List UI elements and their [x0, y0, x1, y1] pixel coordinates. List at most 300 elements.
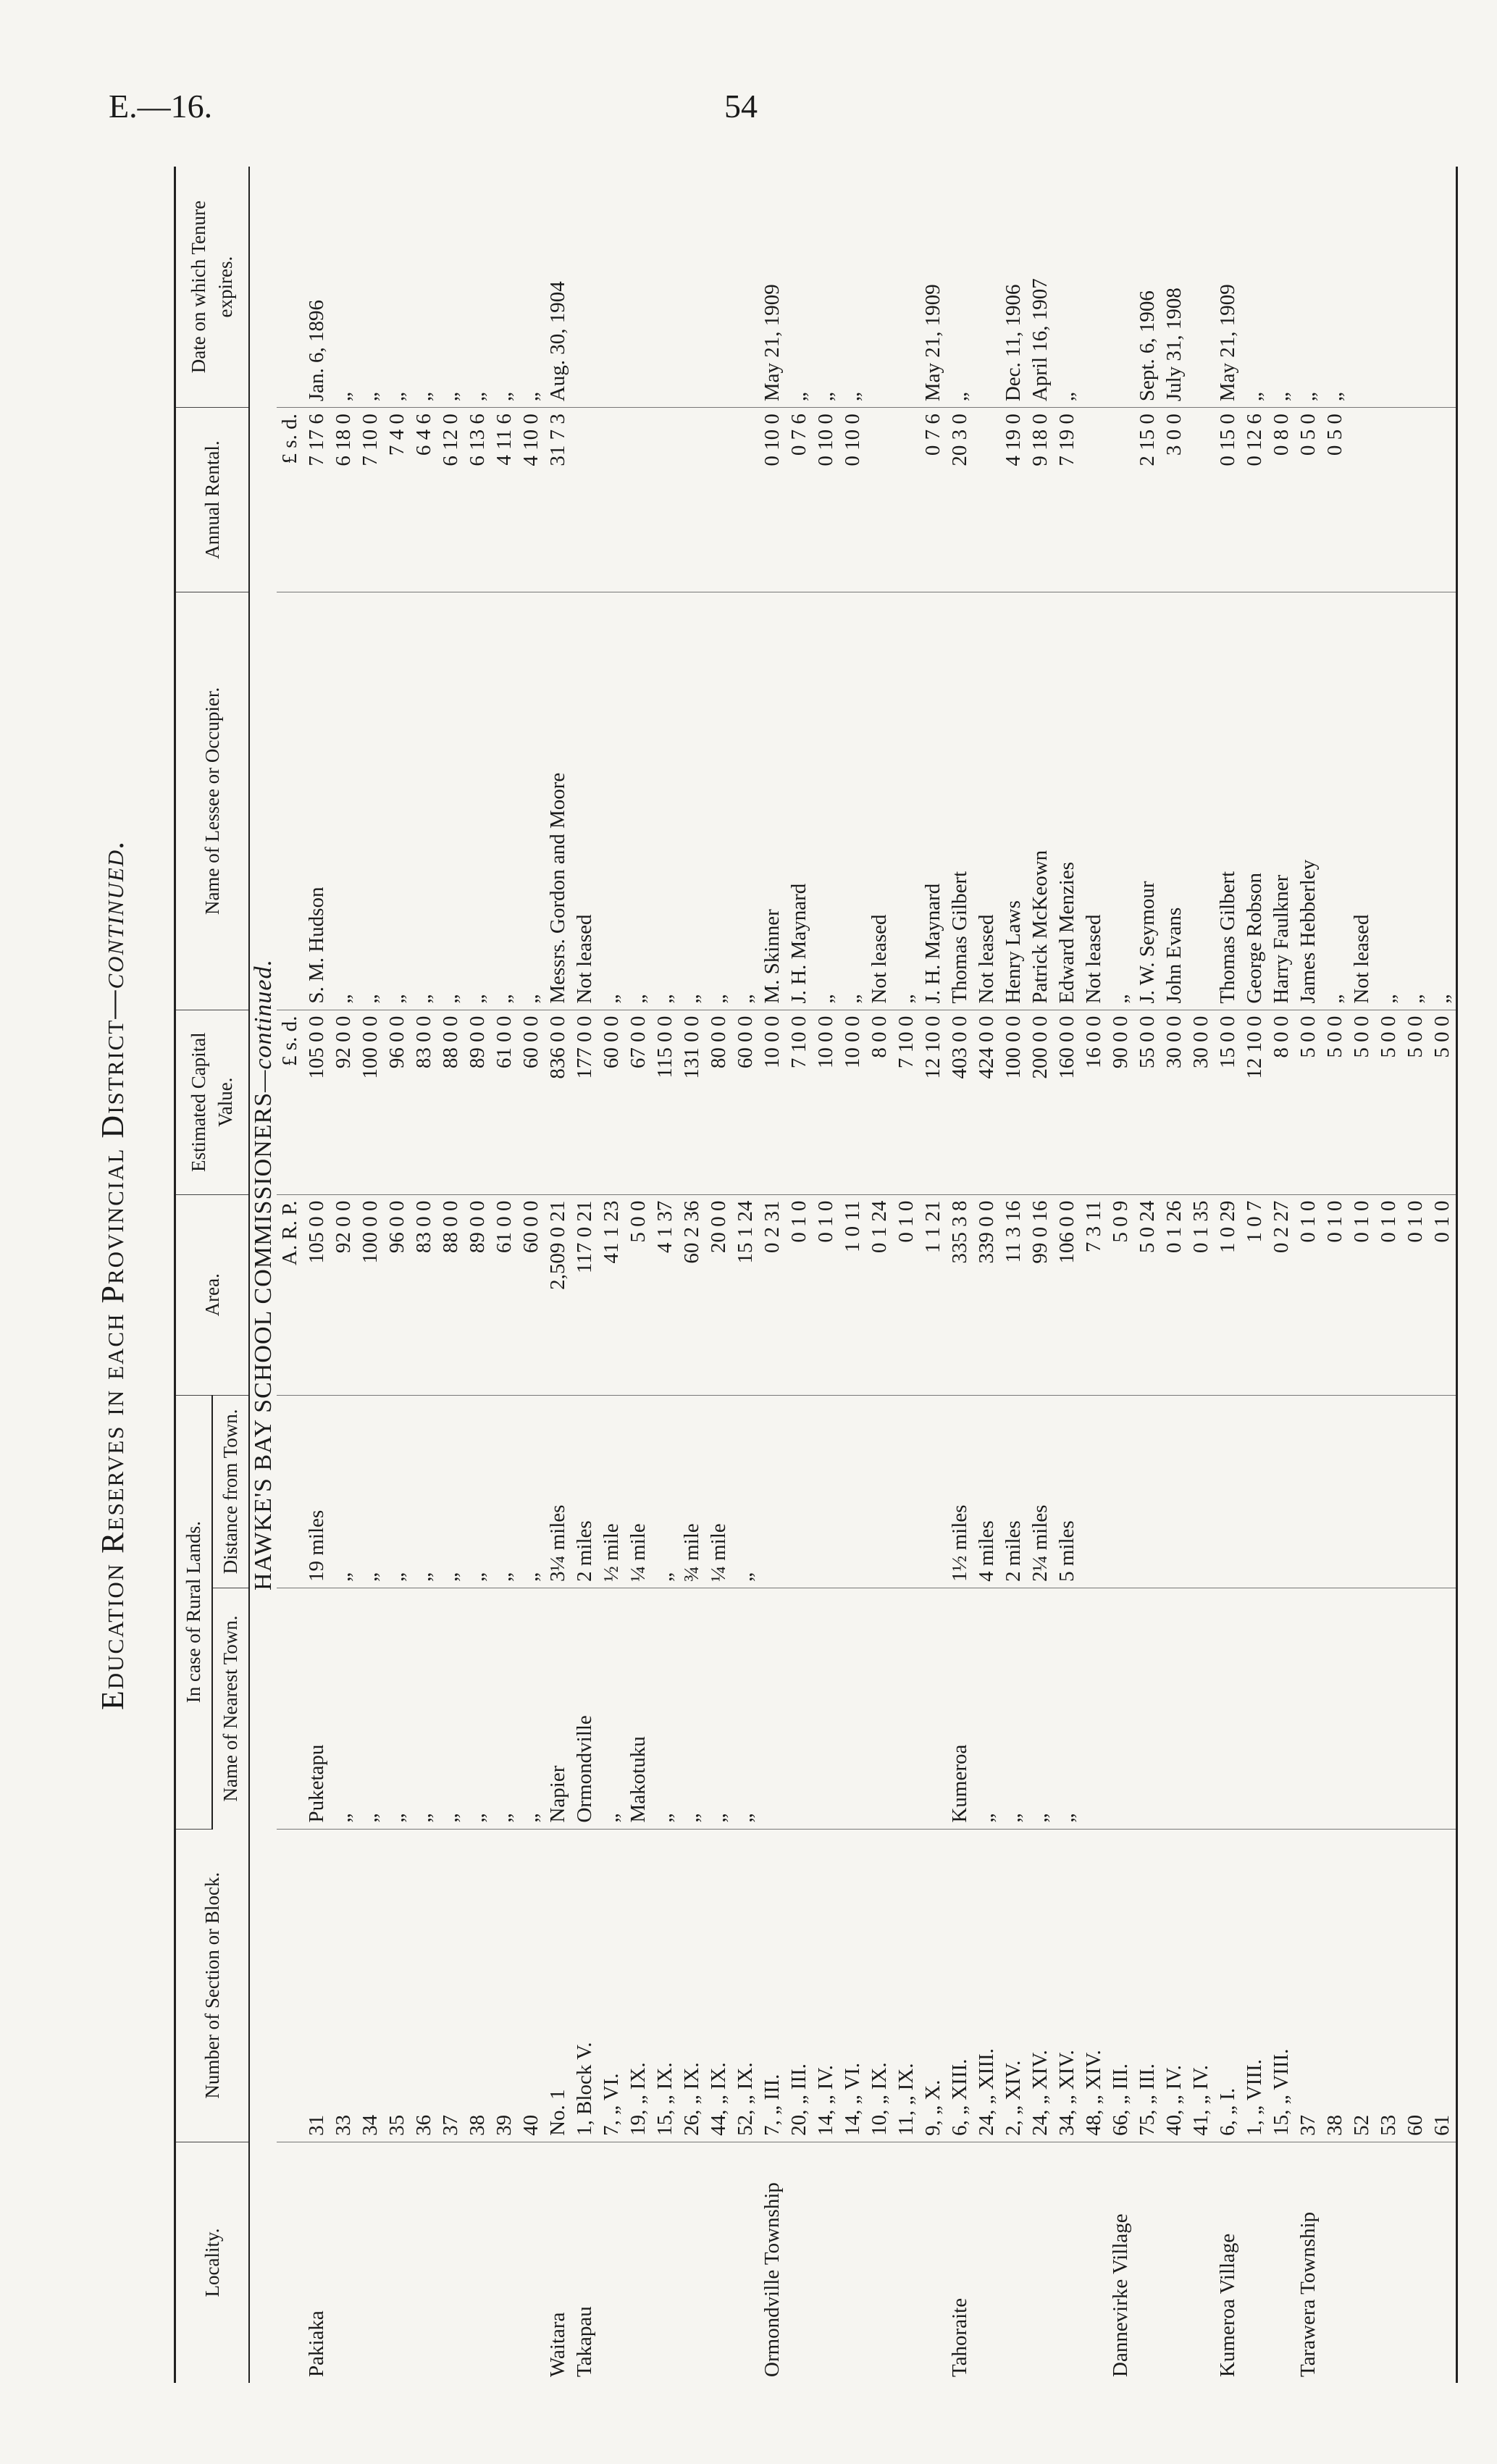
nearest-town-cell [866, 1588, 893, 1829]
capital-value-cell: 105 0 0 [303, 1010, 330, 1194]
tenure-date-cell [1188, 167, 1215, 408]
rental-cell: 31 7 3 [545, 408, 571, 592]
tenure-date-cell: April 16, 1907 [1027, 167, 1054, 408]
table-row [518, 167, 545, 2383]
section-cell: 34, „ XIV. [1054, 1829, 1081, 2142]
section-cell: 38 [464, 1829, 491, 2142]
locality-cell: Takapau [573, 2306, 596, 2377]
locality-cell [839, 2142, 866, 2383]
capital-value-cell: 60 0 0 [598, 1010, 625, 1194]
area-cell: 0 1 0 [893, 1194, 920, 1395]
capital-value-cell: 30 0 0 [1188, 1010, 1215, 1194]
capital-value-cell: 5 0 0 [1295, 1010, 1322, 1194]
section-cell: 66, „ III. [1107, 1829, 1134, 2142]
lessee-cell: „ [411, 592, 437, 1010]
nearest-town-cell: „ [411, 1588, 437, 1829]
lessee-cell: Thomas Gilbert [1215, 592, 1241, 1010]
rental-cell: 7 4 0 [384, 408, 411, 592]
rental-cell [1429, 408, 1457, 592]
capital-value-cell: 90 0 0 [1107, 1010, 1134, 1194]
section-cell: 48, „ XIV. [1081, 1829, 1107, 2142]
subheading-row [249, 167, 277, 2383]
area-cell: 105 0 0 [303, 1194, 330, 1395]
nearest-town-cell [1295, 1588, 1322, 1829]
nearest-town-cell [893, 1588, 920, 1829]
tenure-date-cell: „ [518, 167, 545, 408]
section-cell: 15, „ VIII. [1268, 1829, 1295, 2142]
lessee-cell: „ [893, 592, 920, 1010]
tenure-date-cell: „ [357, 167, 384, 408]
table-title [94, 167, 131, 2383]
area-cell: 117 0 21 [571, 1194, 598, 1395]
nearest-town-cell: „ [518, 1588, 545, 1829]
col-distance: Distance from Town. [212, 1395, 249, 1588]
lessee-cell: „ [384, 592, 411, 1010]
lessee-cell: Harry Faulkner [1268, 592, 1295, 1010]
nearest-town-cell: „ [1054, 1588, 1081, 1829]
rental-cell [973, 408, 1000, 592]
area-cell: 1 0 7 [1241, 1194, 1268, 1395]
lessee-cell: „ [625, 592, 652, 1010]
locality-cell [1349, 2142, 1375, 2383]
table-row [1107, 167, 1134, 2383]
distance-cell: „ [330, 1395, 357, 1588]
tenure-date-cell [1375, 167, 1402, 408]
distance-cell: „ [411, 1395, 437, 1588]
distance-cell [786, 1395, 813, 1588]
tenure-date-cell: „ [786, 167, 813, 408]
tenure-date-cell: „ [330, 167, 357, 408]
section-cell: 34 [357, 1829, 384, 2142]
capital-value-cell: 403 0 0 [947, 1010, 973, 1194]
capital-value-cell: 88 0 0 [437, 1010, 464, 1194]
nearest-town-cell: „ [1027, 1588, 1054, 1829]
nearest-town-cell [1188, 1588, 1215, 1829]
section-cell: 35 [384, 1829, 411, 2142]
nearest-town-cell: „ [732, 1588, 759, 1829]
section-cell: 38 [1322, 1829, 1349, 2142]
area-cell: 335 3 8 [947, 1194, 973, 1395]
tenure-date-cell: May 21, 1909 [759, 167, 786, 408]
nearest-town-cell [1268, 1588, 1295, 1829]
capital-value-cell: 67 0 0 [625, 1010, 652, 1194]
distance-cell: „ [437, 1395, 464, 1588]
col-nearest-town: Name of Nearest Town. [212, 1588, 249, 1829]
rental-cell: 0 5 0 [1322, 408, 1349, 592]
rental-cell [893, 408, 920, 592]
rental-cell [625, 408, 652, 592]
table-row [759, 167, 786, 2383]
locality-cell: Kumeroa Village [1216, 2233, 1239, 2377]
tenure-date-cell: „ [839, 167, 866, 408]
rental-cell [1081, 408, 1107, 592]
table-row [786, 167, 813, 2383]
capital-units: £ s. d. [277, 1010, 303, 1194]
rental-cell: 4 10 0 [518, 408, 545, 592]
rental-cell: 0 7 6 [920, 408, 947, 592]
locality-cell [1000, 2142, 1027, 2383]
rental-cell: 0 7 6 [786, 408, 813, 592]
locality-cell [330, 2142, 357, 2383]
lessee-cell: „ [1429, 592, 1457, 1010]
capital-value-cell: 8 0 0 [1268, 1010, 1295, 1194]
document-code: E.—16. [109, 88, 213, 125]
table-row [1349, 167, 1375, 2383]
page-number: 54 [724, 88, 758, 125]
rental-cell [571, 408, 598, 592]
rental-cell [1375, 408, 1402, 592]
locality-cell [705, 2142, 732, 2383]
title-suffix: —continued. [95, 839, 130, 1019]
distance-cell: „ [652, 1395, 679, 1588]
lessee-cell: „ [518, 592, 545, 1010]
locality-cell [1322, 2142, 1349, 2383]
area-cell: 60 2 36 [679, 1194, 705, 1395]
nearest-town-cell [1402, 1588, 1429, 1829]
rental-cell: 0 15 0 [1215, 408, 1241, 592]
title-main: Education Reserves in each Provincial District [95, 1018, 130, 1711]
capital-value-cell: 5 0 0 [1349, 1010, 1375, 1194]
capital-value-cell: 8 0 0 [866, 1010, 893, 1194]
area-cell: 89 0 0 [464, 1194, 491, 1395]
area-cell: 5 0 0 [625, 1194, 652, 1395]
lessee-cell: Henry Laws [1000, 592, 1027, 1010]
distance-cell [1241, 1395, 1268, 1588]
tenure-date-cell [1429, 167, 1457, 408]
nearest-town-cell: „ [1000, 1588, 1027, 1829]
capital-value-cell: 16 0 0 [1081, 1010, 1107, 1194]
section-cell: 1, Block V. [571, 1829, 598, 2142]
table-row [1188, 167, 1215, 2383]
tenure-date-cell [679, 167, 705, 408]
nearest-town-cell [1241, 1588, 1268, 1829]
lessee-cell: „ [1322, 592, 1349, 1010]
section-cell: 7, „ VI. [598, 1829, 625, 2142]
locality-cell [625, 2142, 652, 2383]
distance-cell: „ [464, 1395, 491, 1588]
area-cell: 1 0 29 [1215, 1194, 1241, 1395]
nearest-town-cell: „ [598, 1588, 625, 1829]
table-row [491, 167, 518, 2383]
area-cell: 5 0 9 [1107, 1194, 1134, 1395]
locality-cell: Pakiaka [305, 2310, 328, 2377]
nearest-town-cell: „ [491, 1588, 518, 1829]
distance-cell: „ [732, 1395, 759, 1588]
area-cell: 0 1 0 [786, 1194, 813, 1395]
locality-cell [893, 2142, 920, 2383]
tenure-date-cell: „ [947, 167, 973, 408]
rental-cell: 0 10 0 [759, 408, 786, 592]
capital-value-cell: 89 0 0 [464, 1010, 491, 1194]
table-row [1081, 167, 1107, 2383]
locality-cell [786, 2142, 813, 2383]
distance-cell: ¼ mile [705, 1395, 732, 1588]
nearest-town-cell: „ [973, 1588, 1000, 1829]
col-area: Area. [175, 1194, 250, 1395]
units-row [277, 167, 303, 2383]
lessee-cell: M. Skinner [759, 592, 786, 1010]
section-cell: 6, „ XIII. [947, 1829, 973, 2142]
table-row [732, 167, 759, 2383]
capital-value-cell: 80 0 0 [705, 1010, 732, 1194]
section-cell: 1, „ VIII. [1241, 1829, 1268, 2142]
area-cell: 0 1 0 [1349, 1194, 1375, 1395]
distance-cell [759, 1395, 786, 1588]
rotated-table-block [94, 167, 1454, 2383]
col-date: Date on which Tenure expires. [175, 167, 250, 408]
distance-cell: 5 miles [1054, 1395, 1081, 1588]
table-row [652, 167, 679, 2383]
tenure-date-cell [866, 167, 893, 408]
table-row [1054, 167, 1081, 2383]
col-rural-group: In case of Rural Lands. [175, 1395, 213, 1829]
rental-cell [598, 408, 625, 592]
lessee-cell: „ [357, 592, 384, 1010]
col-locality: Locality. [175, 2142, 250, 2383]
capital-value-cell: 96 0 0 [384, 1010, 411, 1194]
capital-value-cell: 83 0 0 [411, 1010, 437, 1194]
locality-cell [598, 2142, 625, 2383]
rental-cell: 20 3 0 [947, 408, 973, 592]
distance-cell [1402, 1395, 1429, 1588]
nearest-town-cell [920, 1588, 947, 1829]
tenure-date-cell: „ [813, 167, 839, 408]
table-row [947, 167, 973, 2383]
section-cell: 19, „ IX. [625, 1829, 652, 2142]
area-cell: 11 3 16 [1000, 1194, 1027, 1395]
capital-value-cell: 5 0 0 [1429, 1010, 1457, 1194]
col-lessee: Name of Lessee or Occupier. [175, 592, 250, 1010]
table-row [973, 167, 1000, 2383]
section-cell: 40 [518, 1829, 545, 2142]
locality-cell [411, 2142, 437, 2383]
locality-cell [679, 2142, 705, 2383]
locality-cell: Tahoraite [948, 2297, 971, 2377]
locality-cell [1134, 2142, 1161, 2383]
rental-cell [679, 408, 705, 592]
capital-value-cell: 200 0 0 [1027, 1010, 1054, 1194]
capital-value-cell: 177 0 0 [571, 1010, 598, 1194]
rental-cell: 3 0 0 [1161, 408, 1188, 592]
lessee-cell: Not leased [866, 592, 893, 1010]
rental-cell [1402, 408, 1429, 592]
capital-value-cell: 100 0 0 [1000, 1010, 1027, 1194]
rental-cell: 7 10 0 [357, 408, 384, 592]
lessee-cell: George Robson [1241, 592, 1268, 1010]
tenure-date-cell [732, 167, 759, 408]
capital-value-cell: 100 0 0 [357, 1010, 384, 1194]
section-cell: No. 1 [545, 1829, 571, 2142]
tenure-date-cell: Aug. 30, 1904 [545, 167, 571, 408]
area-cell: 5 0 24 [1134, 1194, 1161, 1395]
nearest-town-cell [1161, 1588, 1188, 1829]
tenure-date-cell: July 31, 1908 [1161, 167, 1188, 408]
section-cell: 37 [437, 1829, 464, 2142]
section-cell: 26, „ IX. [679, 1829, 705, 2142]
section-cell: 11, „ IX. [893, 1829, 920, 2142]
rental-cell: 4 19 0 [1000, 408, 1027, 592]
table-row [1161, 167, 1188, 2383]
section-cell: 37 [1295, 1829, 1322, 2142]
rental-cell [705, 408, 732, 592]
lessee-cell: „ [1402, 592, 1429, 1010]
locality-cell [920, 2142, 947, 2383]
area-cell: 0 1 0 [1322, 1194, 1349, 1395]
distance-cell: 2 miles [571, 1395, 598, 1588]
rental-cell: 0 5 0 [1295, 408, 1322, 592]
table-row [1000, 167, 1027, 2383]
lessee-cell: „ [652, 592, 679, 1010]
table-row [330, 167, 357, 2383]
table-row [545, 167, 571, 2383]
nearest-town-cell: „ [357, 1588, 384, 1829]
section-cell: 9, „ X. [920, 1829, 947, 2142]
area-cell: 60 0 0 [518, 1194, 545, 1395]
tenure-date-cell: May 21, 1909 [920, 167, 947, 408]
section-cell: 7, „ III. [759, 1829, 786, 2142]
tenure-date-cell: Jan. 6, 1896 [303, 167, 330, 408]
area-cell: 7 3 11 [1081, 1194, 1107, 1395]
nearest-town-cell [1322, 1588, 1349, 1829]
locality-cell [1268, 2142, 1295, 2383]
tenure-date-cell: Sept. 6, 1906 [1134, 167, 1161, 408]
distance-cell [920, 1395, 947, 1588]
lessee-cell: Not leased [1349, 592, 1375, 1010]
distance-cell: ¼ mile [625, 1395, 652, 1588]
distance-cell [893, 1395, 920, 1588]
tenure-date-cell [598, 167, 625, 408]
area-cell: 0 2 31 [759, 1194, 786, 1395]
nearest-town-cell [1429, 1588, 1457, 1829]
section-cell: 14, „ IV. [813, 1829, 839, 2142]
col-capital: Estimated Capital Value. [175, 1010, 250, 1194]
section-cell: 10, „ IX. [866, 1829, 893, 2142]
distance-cell [1188, 1395, 1215, 1588]
table-row [1375, 167, 1402, 2383]
section-cell: 40, „ IV. [1161, 1829, 1188, 2142]
area-cell: 0 1 24 [866, 1194, 893, 1395]
distance-cell: 19 miles [303, 1395, 330, 1588]
area-cell: 96 0 0 [384, 1194, 411, 1395]
area-cell: 2,509 0 21 [545, 1194, 571, 1395]
locality-cell [652, 2142, 679, 2383]
section-cell: 24, „ XIV. [1027, 1829, 1054, 2142]
nearest-town-cell: „ [330, 1588, 357, 1829]
table-row [839, 167, 866, 2383]
table-row [1215, 167, 1241, 2383]
nearest-town-cell: „ [679, 1588, 705, 1829]
distance-cell [813, 1395, 839, 1588]
locality-cell [1161, 2142, 1188, 2383]
area-cell: 88 0 0 [437, 1194, 464, 1395]
nearest-town-cell [1375, 1588, 1402, 1829]
capital-value-cell: 5 0 0 [1402, 1010, 1429, 1194]
distance-cell [1081, 1395, 1107, 1588]
section-cell: 20, „ III. [786, 1829, 813, 2142]
rental-cell [1188, 408, 1215, 592]
nearest-town-cell: Napier [545, 1588, 571, 1829]
lessee-cell: Messrs. Gordon and Moore [545, 592, 571, 1010]
table-row [598, 167, 625, 2383]
tenure-date-cell [1402, 167, 1429, 408]
capital-value-cell: 131 0 0 [679, 1010, 705, 1194]
distance-cell [1322, 1395, 1349, 1588]
locality-cell [1027, 2142, 1054, 2383]
capital-value-cell: 424 0 0 [973, 1010, 1000, 1194]
bottom-rule [1457, 167, 1460, 2383]
distance-cell [1349, 1395, 1375, 1588]
lessee-cell: „ [679, 592, 705, 1010]
nearest-town-cell: Makotuku [625, 1588, 652, 1829]
rental-cell: 4 11 6 [491, 408, 518, 592]
lessee-cell: „ [705, 592, 732, 1010]
locality-cell [1188, 2142, 1215, 2383]
locality-cell [813, 2142, 839, 2383]
rental-cell [732, 408, 759, 592]
distance-cell: 2 miles [1000, 1395, 1027, 1588]
table-row [357, 167, 384, 2383]
lessee-cell: Edward Menzies [1054, 592, 1081, 1010]
table-row [1322, 167, 1349, 2383]
distance-cell [1295, 1395, 1322, 1588]
table-row [571, 167, 598, 2383]
lessee-cell [1188, 592, 1215, 1010]
lessee-cell: „ [1375, 592, 1402, 1010]
rental-cell: 6 13 6 [464, 408, 491, 592]
table-row [705, 167, 732, 2383]
capital-value-cell: 5 0 0 [1375, 1010, 1402, 1194]
lessee-cell: „ [598, 592, 625, 1010]
rental-cell [866, 408, 893, 592]
rental-cell: 0 10 0 [839, 408, 866, 592]
rental-cell: 0 10 0 [813, 408, 839, 592]
locality-cell [1429, 2142, 1457, 2383]
lessee-cell: Not leased [1081, 592, 1107, 1010]
section-cell: 6, „ I. [1215, 1829, 1241, 2142]
locality-cell [732, 2142, 759, 2383]
section-cell: 52 [1349, 1829, 1375, 2142]
section-cell: 36 [411, 1829, 437, 2142]
rental-cell: 6 12 0 [437, 408, 464, 592]
tenure-date-cell: „ [1268, 167, 1295, 408]
nearest-town-cell [1081, 1588, 1107, 1829]
rental-cell: 6 18 0 [330, 408, 357, 592]
area-cell: 41 1 23 [598, 1194, 625, 1395]
table-body [249, 167, 1459, 2383]
nearest-town-cell [759, 1588, 786, 1829]
tenure-date-cell [625, 167, 652, 408]
area-cell: 100 0 0 [357, 1194, 384, 1395]
lessee-cell: Thomas Gilbert [947, 592, 973, 1010]
lessee-cell: „ [491, 592, 518, 1010]
table-row [1241, 167, 1268, 2383]
distance-cell [1161, 1395, 1188, 1588]
table-row [1402, 167, 1429, 2383]
nearest-town-cell [839, 1588, 866, 1829]
area-cell: 1 1 21 [920, 1194, 947, 1395]
rental-cell: 9 18 0 [1027, 408, 1054, 592]
nearest-town-cell: Kumeroa [947, 1588, 973, 1829]
tenure-date-cell: „ [1322, 167, 1349, 408]
section-cell: 31 [303, 1829, 330, 2142]
subheading-suffix: —continued. [250, 959, 277, 1092]
locality-cell [518, 2142, 545, 2383]
locality-cell [491, 2142, 518, 2383]
distance-cell: „ [518, 1395, 545, 1588]
distance-cell: „ [357, 1395, 384, 1588]
nearest-town-cell: „ [464, 1588, 491, 1829]
nearest-town-cell: Puketapu [303, 1588, 330, 1829]
